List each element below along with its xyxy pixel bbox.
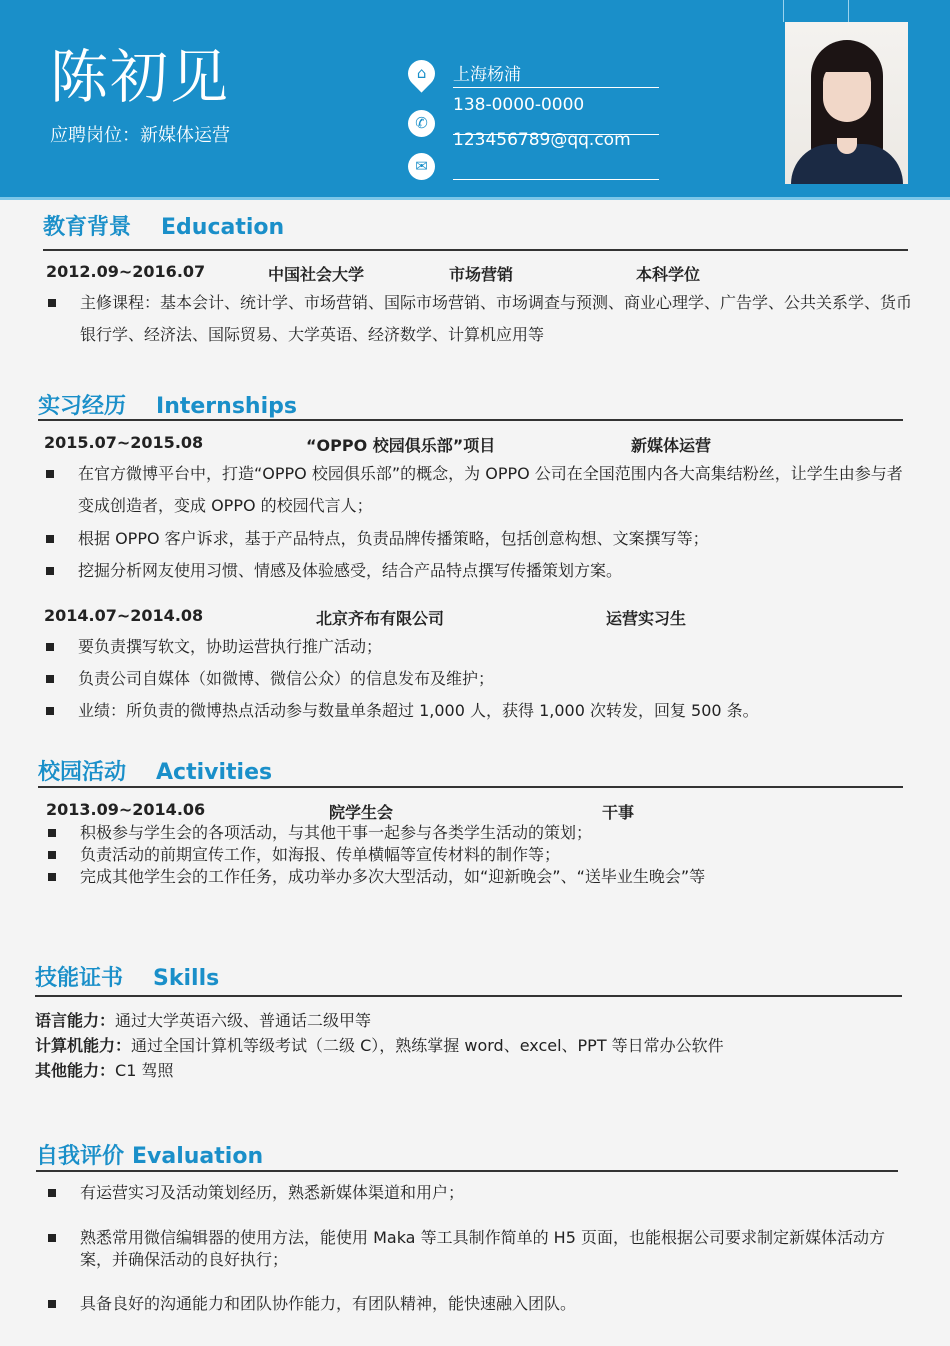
section-divider	[38, 419, 903, 421]
section-divider	[43, 249, 908, 251]
list-item	[80, 822, 910, 844]
list-item	[78, 663, 910, 695]
list-item	[80, 866, 910, 888]
section-divider	[35, 995, 902, 997]
profile-photo	[785, 22, 908, 184]
skill-label: 其他能力：	[35, 1061, 116, 1080]
internship-org: 北京齐布有限公司	[316, 609, 445, 628]
contact-divider	[453, 87, 659, 88]
job-title: 应聘岗位：新媒体运营	[50, 125, 230, 146]
internship-period: 2014.07~2014.08	[44, 606, 204, 625]
section-title-education	[43, 210, 284, 241]
activity-org: 院学生会	[329, 803, 394, 822]
section-title-en: Skills	[153, 966, 220, 991]
education-degree: 本科学位	[636, 265, 701, 284]
skill-label: 计算机能力：	[35, 1036, 132, 1055]
list-item	[80, 1182, 910, 1204]
list-item-text: 根据 OPPO 客户诉求，基于产品特点，负责品牌传播策略，包括创意构想、文案撰写等；	[78, 529, 709, 548]
list-item	[78, 523, 910, 555]
list-item	[80, 844, 910, 866]
list-item	[78, 695, 910, 727]
section-title-cn: 教育背景	[43, 215, 132, 240]
section-title-cn: 实习经历	[38, 394, 127, 419]
section-title-en: Activities	[156, 760, 273, 785]
contact-location: 上海杨浦	[453, 65, 521, 85]
skill-value: 通过全国计算机等级考试（二级 C），熟练掌握 word、excel、PPT 等日常办公软件	[131, 1036, 724, 1055]
section-title-en: Education	[161, 215, 285, 240]
list-item-text: 要负责撰写软文，协助运营执行推广活动；	[78, 637, 383, 656]
list-item-text: 在官方微博平台中，打造“OPPO 校园俱乐部”的概念，为 OPPO 公司在全国范围内各大高集结粉丝，让学生由参与者变成创造者，变成 OPPO 的校园代言人；	[78, 464, 903, 515]
internship-period: 2015.07~2015.08	[44, 433, 204, 452]
list-item-text: 完成其他学生会的工作任务，成功举办多次大型活动，如“迎新晚会”、“送毕业生晚会”等	[80, 867, 706, 886]
skill-other	[35, 1058, 173, 1081]
mail-icon: ✉	[408, 153, 435, 180]
activity-period: 2013.09~2014.06	[46, 800, 206, 819]
section-title-cn: 校园活动	[38, 760, 127, 785]
education-period: 2012.09~2016.07	[46, 262, 206, 281]
skill-value: C1 驾照	[115, 1061, 174, 1080]
contact-phone: 138-0000-0000	[453, 95, 585, 115]
skill-label: 语言能力：	[35, 1011, 116, 1030]
section-title-cn: 自我评价	[36, 1144, 125, 1169]
list-item	[80, 1227, 910, 1271]
header-banner	[0, 0, 950, 200]
phone-icon: ✆	[408, 110, 435, 137]
list-item-text: 有运营实习及活动策划经历，熟悉新媒体渠道和用户；	[80, 1183, 465, 1202]
education-courses: 主修课程：基本会计、统计学、市场营销、国际市场营销、市场调查与预测、商业心理学、广告学、公共关系学、货币银行学、经济法、国际贸易、大学英语、经济数学、计算机应用等	[80, 293, 913, 344]
section-title-evaluation	[36, 1139, 263, 1170]
list-item	[78, 458, 910, 522]
skill-value: 通过大学英语六级、普通话二级甲等	[115, 1011, 372, 1030]
list-item-text: 挖掘分析网友使用习惯、情感及体验感受，结合产品特点撰写传播策划方案。	[78, 561, 623, 580]
section-title-skills	[35, 961, 219, 992]
section-divider	[36, 1170, 898, 1172]
internship-role: 新媒体运营	[631, 436, 712, 455]
list-item-text: 具备良好的沟通能力和团队协作能力，有团队精神，能快速融入团队。	[80, 1294, 577, 1313]
location-pin-icon: ⌂	[402, 54, 440, 92]
header-decor-line	[783, 0, 784, 22]
list-item	[78, 631, 910, 663]
list-item-text: 熟悉常用微信编辑器的使用方法，能使用 Maka 等工具制作简单的 H5 页面，也能根据公司要求制定新媒体活动方案，并确保活动的良好执行；	[80, 1228, 885, 1269]
skill-language	[35, 1008, 371, 1031]
candidate-name: 陈初见	[50, 43, 231, 111]
internship-role: 运营实习生	[606, 609, 687, 628]
list-item-text: 负责活动的前期宣传工作，如海报、传单横幅等宣传材料的制作等；	[80, 845, 561, 864]
education-major: 市场营销	[449, 265, 514, 284]
list-item-text: 负责公司自媒体（如微博、微信公众）的信息发布及维护；	[78, 669, 495, 688]
header-decor-line	[848, 0, 849, 22]
contact-divider	[453, 179, 659, 180]
section-divider	[38, 786, 903, 788]
list-item	[80, 287, 912, 351]
list-item	[78, 555, 910, 587]
activity-role: 干事	[602, 803, 635, 822]
education-school: 中国社会大学	[268, 265, 365, 284]
contact-email: 123456789@qq.com	[453, 130, 631, 150]
internship-org: “OPPO 校园俱乐部”项目	[306, 436, 496, 455]
skill-computer	[35, 1033, 724, 1056]
list-item	[80, 1293, 910, 1315]
section-title-en: Internships	[156, 394, 297, 419]
section-title-internships	[38, 389, 297, 420]
list-item-text: 业绩：所负责的微博热点活动参与数量单条超过 1,000 人，获得 1,000 次转发，回复 500 条。	[78, 701, 759, 720]
section-title-cn: 技能证书	[35, 966, 124, 991]
section-title-activities	[38, 755, 272, 786]
section-title-en: Evaluation	[132, 1144, 264, 1169]
list-item-text: 积极参与学生会的各项活动，与其他干事一起参与各类学生活动的策划；	[80, 823, 593, 842]
